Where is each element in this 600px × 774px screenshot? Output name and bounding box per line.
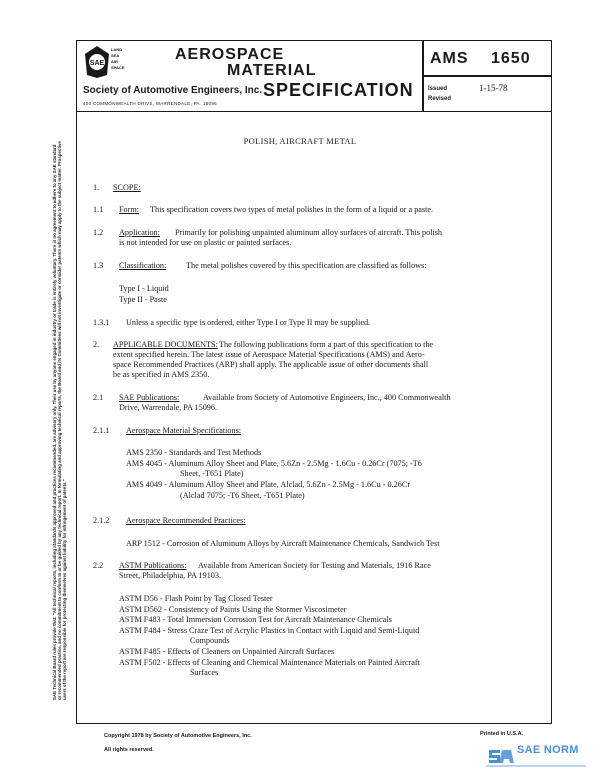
sae-logo-icon <box>83 45 111 79</box>
logo-text: SAE <box>89 60 105 67</box>
section-2-1-label: SAE Publications: <box>119 393 180 402</box>
section-1-3-label: Classification: <box>119 261 167 270</box>
copyright-notice: Copyright 1978 by Society of Automotive Engineers, Inc. <box>104 733 252 739</box>
section-1-3-text: The metal polishes covered by this specification are classified as follows: <box>186 261 427 270</box>
section-1-number: 1. <box>93 183 100 192</box>
section-2-1-1-title: Aerospace Material Specifications: <box>126 426 242 435</box>
section-1-1-number: 1.1 <box>93 205 104 214</box>
section-2-text: be as specified in AMS 2350. <box>113 370 210 379</box>
section-2-2-number: 2.2 <box>93 561 104 570</box>
section-1-1-label: Form: <box>119 205 140 214</box>
section-1-title: SCOPE: <box>113 183 141 192</box>
astm-list-item: ASTM F502 - Effects of Cleaning and Chemical Maintenance Materials on Painted Aircraft <box>119 658 420 667</box>
section-1-2-number: 1.2 <box>93 228 104 237</box>
logo-side-text <box>111 47 129 71</box>
section-2-1-1-number: 2.1.1 <box>93 426 110 435</box>
section-1-2-text: Primarily for polishing unpainted aluminum alloy surfaces of aircraft. This polish <box>175 228 443 237</box>
astm-list-item: ASTM D562 - Consistency of Paints Using the Stormer Viscosimeter <box>119 605 347 614</box>
section-1-3-1-text: Unless a specific type is ordered, either Type I or Type II may be supplied. <box>126 318 371 327</box>
astm-list-item: ASTM F484 - Stress Craze Test of Acrylic Plastics in Contact with Liquid and Semi-Liquid <box>119 626 420 635</box>
section-2-text: The following publications form a part of this specification to the <box>219 340 434 349</box>
section-2-1-2-title: Aerospace Recommended Practices: <box>126 516 246 525</box>
type-1: Type I - Liquid <box>119 284 169 293</box>
society-name: Society of Automotive Engineers, Inc. <box>83 85 263 96</box>
printed-in: Printed in U.S.A. <box>480 731 524 737</box>
section-1-2-label: Application: <box>119 228 160 237</box>
logo-side-line: LAND <box>111 47 123 52</box>
document-title: POLISH, AIRCRAFT METAL <box>243 136 357 146</box>
title-specification: SPECIFICATION <box>263 80 414 100</box>
title-material: MATERIAL <box>227 62 317 79</box>
section-2-text: extent specified herein. The latest issue of Aerospace Material Specifications (AMS) and Aero- <box>113 350 425 359</box>
section-2-text: space Recommended Practices (ARP) shall apply. The applicable issue of other documents shall <box>113 360 429 369</box>
section-2-2-text: Available from American Society for Testing and Materials, 1916 Race <box>198 561 431 570</box>
logo-side-line: SEA <box>111 53 120 58</box>
ams-list-item: AMS 2350 - Standards and Test Methods <box>126 448 262 457</box>
section-1-2-text: is not intended for use on plastic or painted surfaces. <box>119 238 292 247</box>
ams-list-item: (Alclad 7075; -T6 Sheet, -T651 Plate) <box>180 491 305 500</box>
astm-list-item: Compounds <box>190 636 230 645</box>
section-2-title: APPLICABLE DOCUMENTS: <box>113 340 218 349</box>
section-2-1-number: 2.1 <box>93 393 104 402</box>
section-2-1-text: Drive, Warrendale, PA 15096. <box>119 403 218 412</box>
ams-list-item: AMS 4045 - Aluminum Alloy Sheet and Plate, 5.6Zn - 2.5Mg - 1.6Cu - 0.26Cr (7075; -T6 <box>126 459 422 468</box>
ams-list-item: Sheet, -T651 Plate) <box>180 469 244 478</box>
sae-disclaimer-sidenote: SAE Technical Board rules provide that: "All technical reports, including standards approved and practices recommended, are advisory only. Their use by anyone engaged in industry or trade is entirely voluntary. There is no agreement to adhere to any SAE standard or recommended practice, and no commitment to conform to or be guided by any technical report. In formulating and approving technical reports, the Board and its Committees will not investigate or consider patents which may apply to the subject matter. Prospective users of the report are responsible for protecting themselves against liability for infringement of patents." <box>52 141 68 700</box>
society-address: 400 COMMONWEALTH DRIVE, WARRENDALE, PA. 15096 <box>83 101 217 106</box>
ams-number: 1650 <box>491 50 531 67</box>
section-1-3-number: 1.3 <box>93 261 104 270</box>
revised-label: Revised <box>428 96 452 102</box>
ams-list-item: AMS 4049 - Aluminum Alloy Sheet and Plate, Alclad, 5.6Zn - 2.5Mg - 1.6Cu - 0.26Cr <box>126 480 411 489</box>
section-2-2-label: ASTM Publications: <box>119 561 187 570</box>
header-box <box>76 40 552 112</box>
astm-list-item: ASTM F483 - Total Immersion Corrosion Test for Aircraft Maintenance Chemicals <box>119 615 392 624</box>
type-2: Type II - Paste <box>119 295 167 304</box>
issued-date: 1-15-78 <box>479 83 508 93</box>
header-hline <box>422 75 551 77</box>
astm-list-item: ASTM F485 - Effects of Cleaners on Unpainted Aircraft Surfaces <box>119 647 335 656</box>
astm-list-item: Surfaces <box>190 668 219 677</box>
ams-label: AMS <box>430 50 469 67</box>
section-2-2-text: Street, Philadelphia, PA 19103. <box>119 571 222 580</box>
rights-notice: All rights reserved. <box>104 747 154 753</box>
section-2-1-2-number: 2.1.2 <box>93 516 110 525</box>
section-1-3-1-number: 1.3.1 <box>93 318 110 327</box>
astm-list-item: ASTM D56 - Flash Point by Tag Closed Tester <box>119 594 273 603</box>
section-2-1-text: Available from Society of Automotive Engineers, Inc., 400 Commonwealth <box>203 393 451 402</box>
section-2-number: 2. <box>93 340 100 349</box>
watermark-text: SAE NORM <box>517 744 579 756</box>
title-aerospace: AEROSPACE <box>175 46 285 63</box>
issued-label: Issued <box>428 86 448 92</box>
logo-side-line: SPACE <box>111 65 125 70</box>
arp-list-item: ARP 1512 - Corrosion of Aluminum Alloys by Aircraft Maintenance Chemicals, Sandwich Test <box>126 539 440 548</box>
section-1-1-text: This specification covers two types of metal polishes in the form of a liquid or a paste. <box>150 205 434 214</box>
logo-side-line: AIR <box>111 59 118 64</box>
